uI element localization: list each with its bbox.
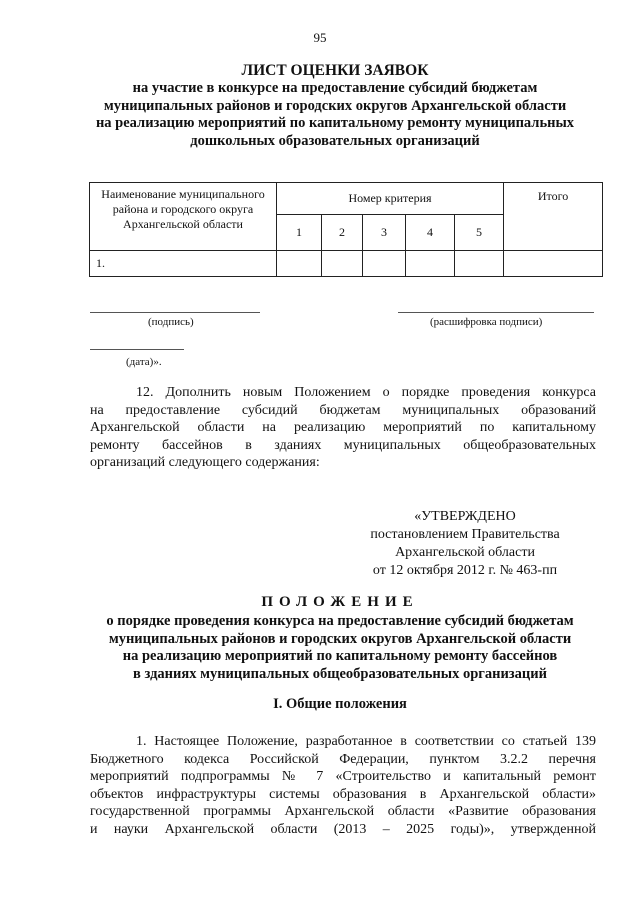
row-value (277, 251, 322, 277)
approval-stamp (360, 508, 570, 580)
paragraph-line: 1. Настоящее Положение, разработанное в соответствии со статьей 139 (136, 734, 596, 749)
approval-line: от 12 октября 2012 г. № 463-пп (372, 563, 558, 578)
paragraph-line: Архангельской области на реализацию мероприятий по капитальному (90, 420, 596, 435)
approval-line: постановлением Правительства (370, 527, 560, 542)
signature-label: (подпись) (148, 316, 194, 328)
paragraph-line: ремонту бассейнов в зданиях муниципальных общеобразовательных (90, 437, 596, 453)
header-name: Наименование муниципального района и городского округа Архангельской области (90, 183, 277, 251)
page-number: 95 (313, 30, 327, 45)
sheet-subtitle (70, 80, 600, 150)
header-total: Итого (504, 183, 603, 251)
row-value (455, 251, 504, 277)
date-line (90, 349, 184, 350)
paragraph-line: мероприятий подпрограммы № 7 «Строительство и капитальный ремонт (90, 769, 596, 784)
regulation-paragraph-1 (90, 733, 596, 838)
paragraph-line: на предоставление субсидий бюджетам муниципальных образований (90, 402, 596, 418)
approval-line: Архангельской области (395, 545, 535, 560)
signature-line (90, 312, 260, 313)
header-criteria: Номер критерия (277, 183, 504, 215)
criterion-number: 5 (455, 215, 504, 251)
approval-line: «УТВЕРЖДЕНО (414, 509, 516, 524)
paragraph-line: и науки Архангельской области (2013 – 2025 годы)», утвержденной (90, 821, 596, 837)
paragraph-line: государственной программы Архангельской области «Развитие образования (90, 804, 596, 819)
section-title: I. Общие положения (273, 696, 407, 712)
transcript-line (398, 312, 594, 313)
regulation-subtitle-line: на реализацию мероприятий по капитальному ремонту бассейнов (122, 648, 558, 664)
evaluation-table (89, 182, 603, 277)
row-name: 1. (90, 251, 277, 277)
sheet-subtitle-line: муниципальных районов и городских округов Архангельской области (103, 97, 567, 114)
regulation-subtitle-line: муниципальных районов и городских округов Архангельской области (108, 630, 572, 647)
sheet-subtitle-line: на реализацию мероприятий по капитальному ремонту муниципальных (95, 115, 575, 131)
paragraph-line: организаций следующего содержания: (90, 455, 320, 470)
date-label: (дата)». (126, 356, 162, 368)
regulation-subtitle (60, 613, 620, 683)
criterion-number: 3 (363, 215, 406, 251)
table-row (90, 251, 603, 277)
regulation-title: ПОЛОЖЕНИЕ (261, 594, 419, 610)
sheet-subtitle-line: дошкольных образовательных организаций (190, 132, 480, 149)
regulation-subtitle-line: в зданиях муниципальных общеобразовательных организаций (133, 665, 547, 682)
regulation-subtitle-line: о порядке проведения конкурса на предоставление субсидий бюджетам (106, 613, 574, 629)
paragraph-line: Бюджетного кодекса Российской Федерации, пунктом 3.2.2 перечня (90, 751, 596, 767)
criterion-number: 2 (322, 215, 363, 251)
row-value (406, 251, 455, 277)
paragraph-line: 12. Дополнить новым Положением о порядке проведения конкурса (136, 385, 596, 400)
row-total (504, 251, 603, 277)
criterion-number: 1 (277, 215, 322, 251)
row-value (322, 251, 363, 277)
sheet-title: ЛИСТ ОЦЕНКИ ЗАЯВОК (241, 62, 429, 79)
sheet-subtitle-line: на участие в конкурсе на предоставление субсидий бюджетам (132, 80, 538, 96)
transcript-label: (расшифровка подписи) (430, 316, 543, 328)
criterion-number: 4 (406, 215, 455, 251)
item-12-paragraph (90, 384, 596, 472)
paragraph-line: объектов инфраструктуры системы образования в Архангельской области» (90, 786, 596, 802)
row-value (363, 251, 406, 277)
